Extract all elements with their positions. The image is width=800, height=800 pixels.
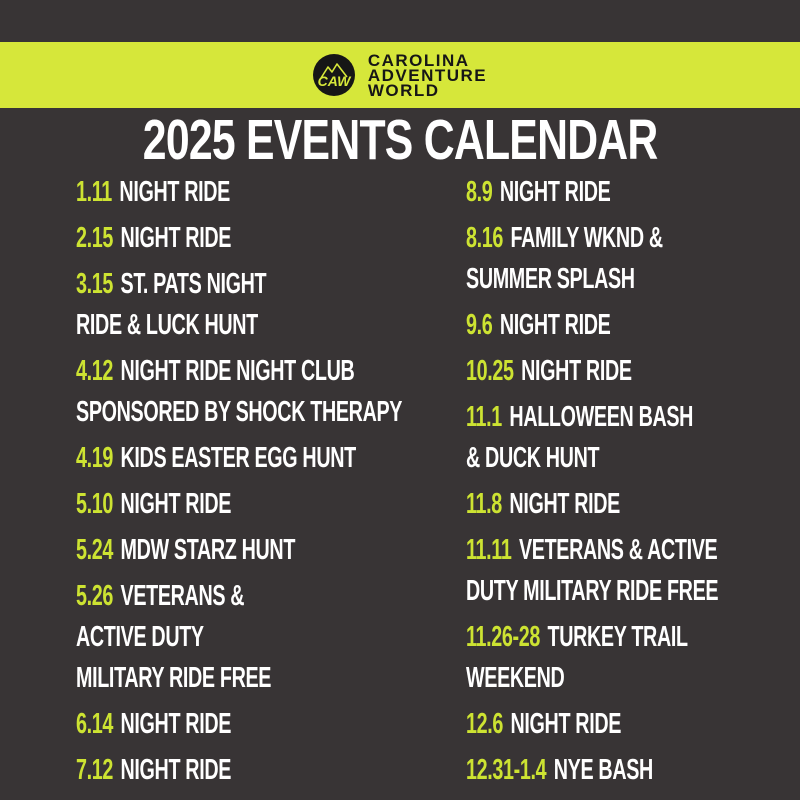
caw-badge-icon <box>313 54 355 96</box>
event-name: TURKEY TRAIL <box>547 621 688 653</box>
event-line <box>466 172 800 213</box>
event-name: NIGHT RIDE <box>521 355 632 387</box>
event-item <box>466 617 800 699</box>
event-name: SUMMER SPLASH <box>466 263 635 295</box>
event-date: 8.16 <box>466 222 504 254</box>
event-name: DUTY MILITARY RIDE FREE <box>466 575 719 607</box>
event-date: 11.26-28 <box>466 621 541 653</box>
event-line <box>466 750 800 791</box>
event-name: ACTIVE DUTY <box>76 621 204 653</box>
event-name: NIGHT RIDE <box>499 176 611 208</box>
event-name: VETERANS & ACTIVE <box>518 534 718 566</box>
event-name: NIGHT RIDE NIGHT CLUB <box>120 355 355 387</box>
event-name: HALLOWEEN BASH <box>509 401 694 433</box>
header-banner <box>0 42 800 108</box>
event-item <box>466 305 800 346</box>
event-date: 5.26 <box>76 580 114 612</box>
event-name: NIGHT RIDE <box>119 176 230 208</box>
event-line-continuation <box>466 571 800 612</box>
event-name: NIGHT RIDE <box>120 708 232 740</box>
event-line <box>466 218 800 259</box>
event-name: MDW STARZ HUNT <box>120 534 296 566</box>
event-name: NIGHT RIDE <box>120 488 232 520</box>
event-date: 7.12 <box>76 754 114 786</box>
event-date: 6.14 <box>76 708 114 740</box>
event-date: 2.15 <box>76 222 114 254</box>
event-line <box>466 484 800 525</box>
event-date: 4.19 <box>76 442 114 474</box>
event-name: FAMILY WKND & <box>510 222 663 254</box>
event-line <box>466 397 800 438</box>
event-date: 8.9 <box>466 176 493 208</box>
event-name: ST. PATS NIGHT <box>120 268 267 300</box>
event-date: 12.6 <box>466 708 504 740</box>
event-line-continuation <box>466 658 800 699</box>
events-column-right <box>466 172 800 796</box>
event-date: 5.10 <box>76 488 114 520</box>
event-name: SPONSORED BY SHOCK THERAPY <box>76 396 403 428</box>
event-name: KIDS EASTER EGG HUNT <box>120 442 356 474</box>
event-name: NIGHT RIDE <box>509 488 620 520</box>
event-name: VETERANS & <box>120 580 245 612</box>
event-name: NIGHT RIDE <box>120 754 232 786</box>
event-line <box>466 530 800 571</box>
event-line <box>466 351 800 392</box>
wordmark-line-2: ADVENTURE <box>367 65 488 85</box>
event-date: 11.8 <box>466 488 502 520</box>
event-line-continuation <box>466 438 800 479</box>
event-name: NIGHT RIDE <box>510 708 622 740</box>
event-date: 5.24 <box>76 534 114 566</box>
event-name: WEEKEND <box>466 662 565 694</box>
event-line <box>466 617 800 658</box>
event-item <box>466 704 800 745</box>
event-item <box>466 218 800 300</box>
event-item <box>466 750 800 791</box>
event-item <box>466 351 800 392</box>
caw-logo <box>313 50 488 100</box>
event-name: MILITARY RIDE FREE <box>76 662 272 694</box>
page-title: 2025 EVENTS CALENDAR <box>142 107 658 172</box>
event-date: 11.1 <box>466 401 502 433</box>
caw-monogram: CAW <box>317 73 351 89</box>
logo-wordmark <box>367 50 488 100</box>
event-name: RIDE & LUCK HUNT <box>76 309 258 341</box>
event-item <box>466 484 800 525</box>
wordmark-line-3: WORLD <box>367 80 440 100</box>
event-date: 4.12 <box>76 355 114 387</box>
event-date: 12.31-1.4 <box>466 754 547 786</box>
event-line <box>466 704 800 745</box>
event-line <box>466 305 800 346</box>
event-name: NIGHT RIDE <box>120 222 232 254</box>
event-item <box>466 397 800 479</box>
event-name: & DUCK HUNT <box>466 442 600 474</box>
event-name: NYE BASH <box>553 754 653 786</box>
event-item <box>466 172 800 213</box>
event-item <box>466 530 800 612</box>
event-date: 9.6 <box>466 309 493 341</box>
event-date: 11.11 <box>466 534 512 566</box>
event-date: 3.15 <box>76 268 114 300</box>
event-date: 1.11 <box>76 176 112 208</box>
title-bar <box>0 107 800 172</box>
event-line-continuation <box>466 259 800 300</box>
event-name: NIGHT RIDE <box>499 309 611 341</box>
event-date: 10.25 <box>466 355 514 387</box>
wordmark-line-1: CAROLINA <box>367 50 470 70</box>
